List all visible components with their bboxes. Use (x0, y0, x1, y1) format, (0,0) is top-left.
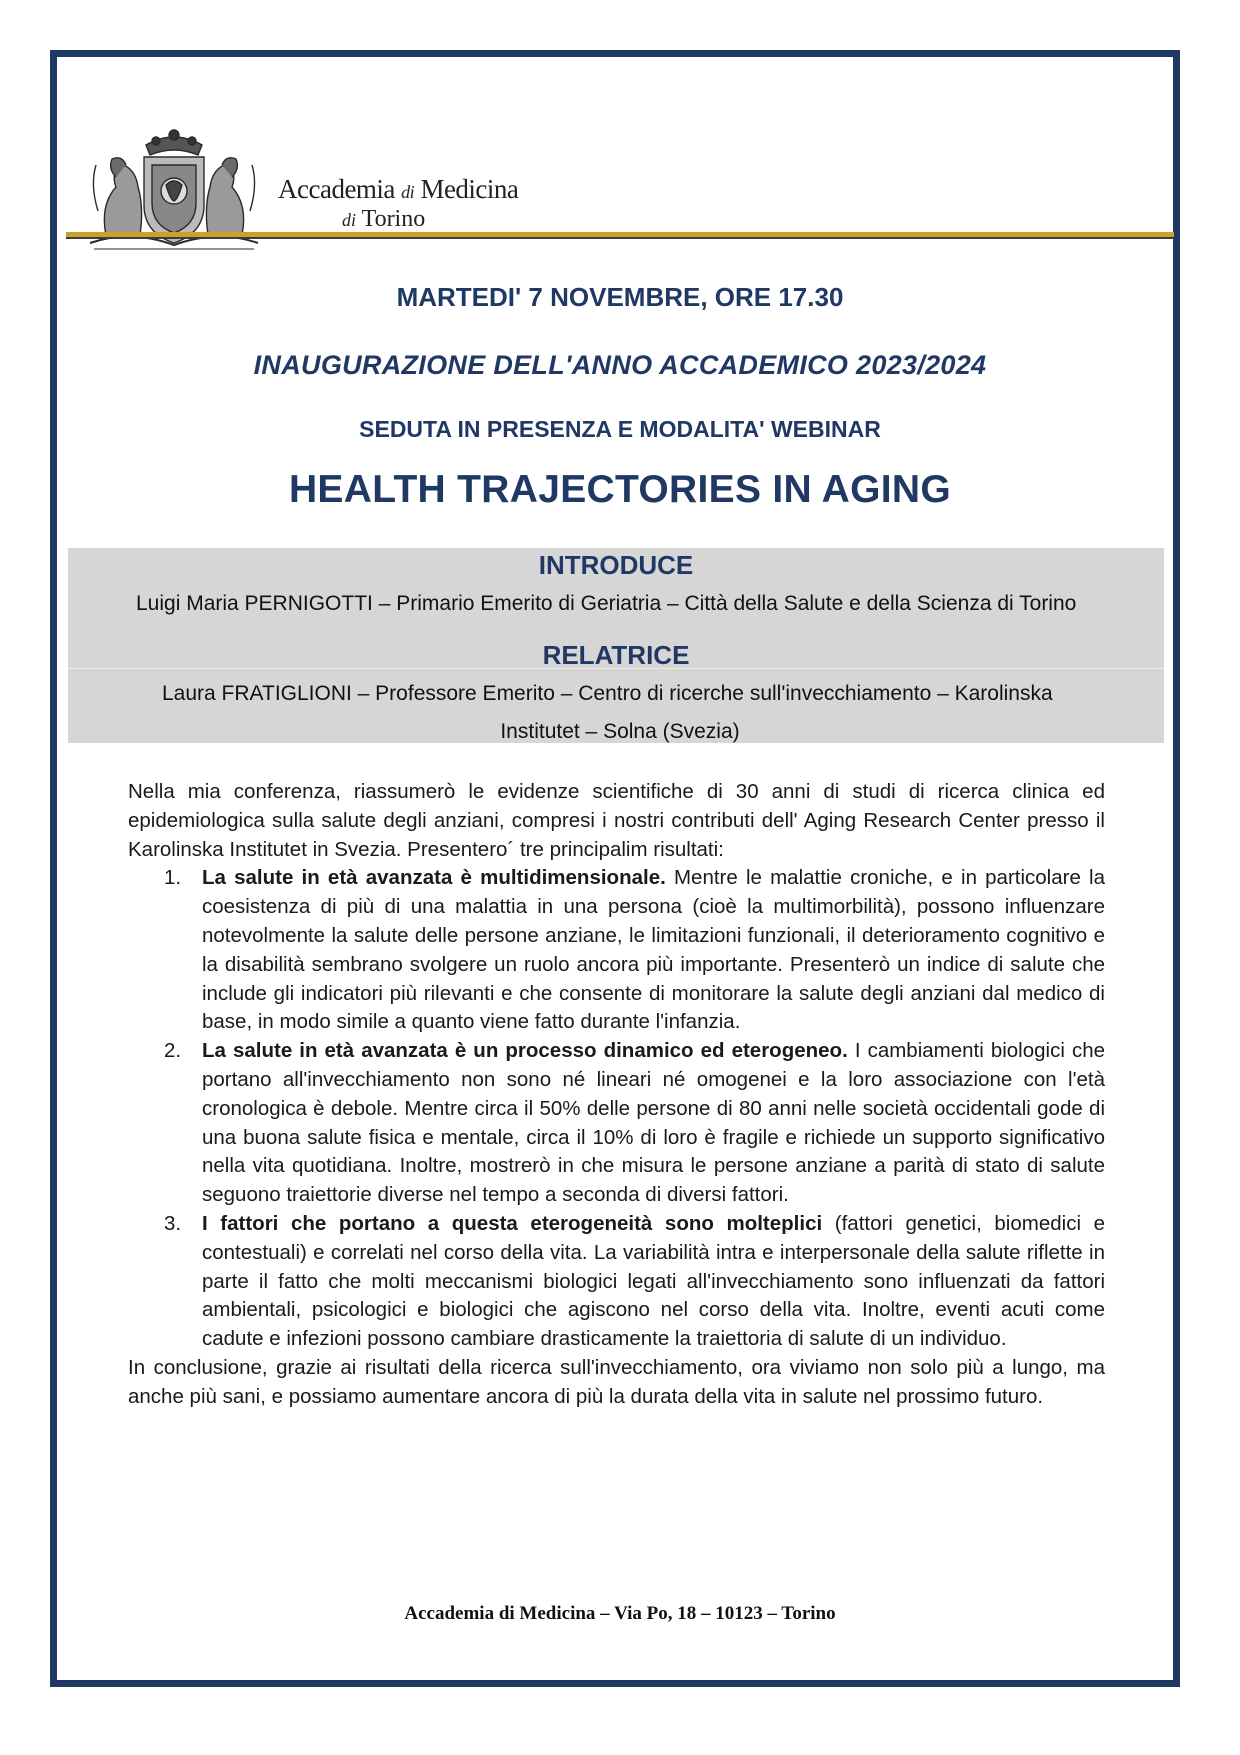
academy-logo-text: Accademia di Medicina di Torino (278, 174, 519, 232)
list-item: 1. La salute in età avanzata è multidimensionale. Mentre le malattie croniche, e in particolare la coesistenza di più di una malattia in una persona (cioè la multimorbilità), possono influenzare notevolmente la salute delle persone anziane, le limitazioni funzionali, il deterioramento cognitivo e la disabilità sembrano svolgere un ruolo ancora più importante. Presenterò un indice di salute che include gli indicatori più rilevanti e che consente di monitorare la salute degli anziani dal medico di base, in modo simile a quanto viene fatto durante l'infanzia. (164, 866, 1105, 1034)
results-list (128, 864, 1105, 1354)
intro-heading: INTRODUCE (538, 550, 694, 580)
list-item: 2. La salute in età avanzata è un processo dinamico ed eterogeneo. I cambiamenti biologici che portano all'invecchiamento non sono né lineari né omogenei e la loro associazione con l'età cronologica è debole. Mentre circa il 50% delle persone di 80 anni nelle società occidentali gode di una buona salute fisica e mentale, circa il 10% di loro è fragile e richiede un supporto significativo nella vita quotidiana. Inoltre, mostrerò in che misura le persone anziane a parità di stato di salute seguono traiettorie diverse nel tempo a seconda di diversi fattori. (164, 1039, 1105, 1207)
speaker-line1: Laura FRATIGLIONI – Professore Emerito – Centro di ricerche sull'invecchiamento – Karolinska (162, 682, 1053, 705)
event-inauguration: INAUGURAZIONE DELL'ANNO ACCADEMICO 2023/2024 (253, 350, 987, 380)
event-date-time: MARTEDI' 7 NOVEMBRE, ORE 17.30 (396, 282, 844, 312)
intro-name: Luigi Maria PERNIGOTTI – Primario Emerito di Geriatria – Città della Salute e della Scienza di Torino (136, 592, 1077, 615)
speaker-line2: Institutet – Solna (Svezia) (500, 720, 740, 743)
speaker-heading: RELATRICE (542, 640, 690, 670)
footer-address: Accademia di Medicina – Via Po, 18 – 10123 – Torino (404, 1603, 836, 1624)
event-title: HEALTH TRAJECTORIES IN AGING (288, 468, 952, 511)
abstract-intro: Nella mia conferenza, riassumerò le evidenze scientifiche di 30 anni di studi di ricerca clinica ed epidemiologica sulla salute degli anziani, compresi i nostri contributi dell' Aging Research Center presso il Karolinska Institutet in Svezia. Presentero´ tre principalim risultati: (128, 780, 1105, 861)
abstract-body (128, 778, 1105, 1412)
abstract-conclusion: In conclusione, grazie ai risultati della ricerca sull'invecchiamento, ora viviamo non solo più a lungo, ma anche più sani, e possiamo aumentare ancora di più la durata della vita in salute nel prossimo futuro. (128, 1355, 1105, 1408)
header-dark-rule (66, 237, 1174, 239)
event-mode: SEDUTA IN PRESENZA E MODALITA' WEBINAR (359, 416, 881, 442)
list-item: 3. I fattori che portano a questa eterogeneità sono molteplici (fattori genetici, biomedici e contestuali) e correlati nel corso della vita. La variabilità intra e interpersonale della salute riflette in parte il fatto che molti meccanismi biologici legati all'invecchiamento sono influenzati da fattori ambientali, psicologici e biologici che agiscono nel corso della vita. Inoltre, eventi acuti come cadute e infezioni possono cambiare drasticamente la traiettoria di salute di un individuo. (164, 1211, 1105, 1351)
